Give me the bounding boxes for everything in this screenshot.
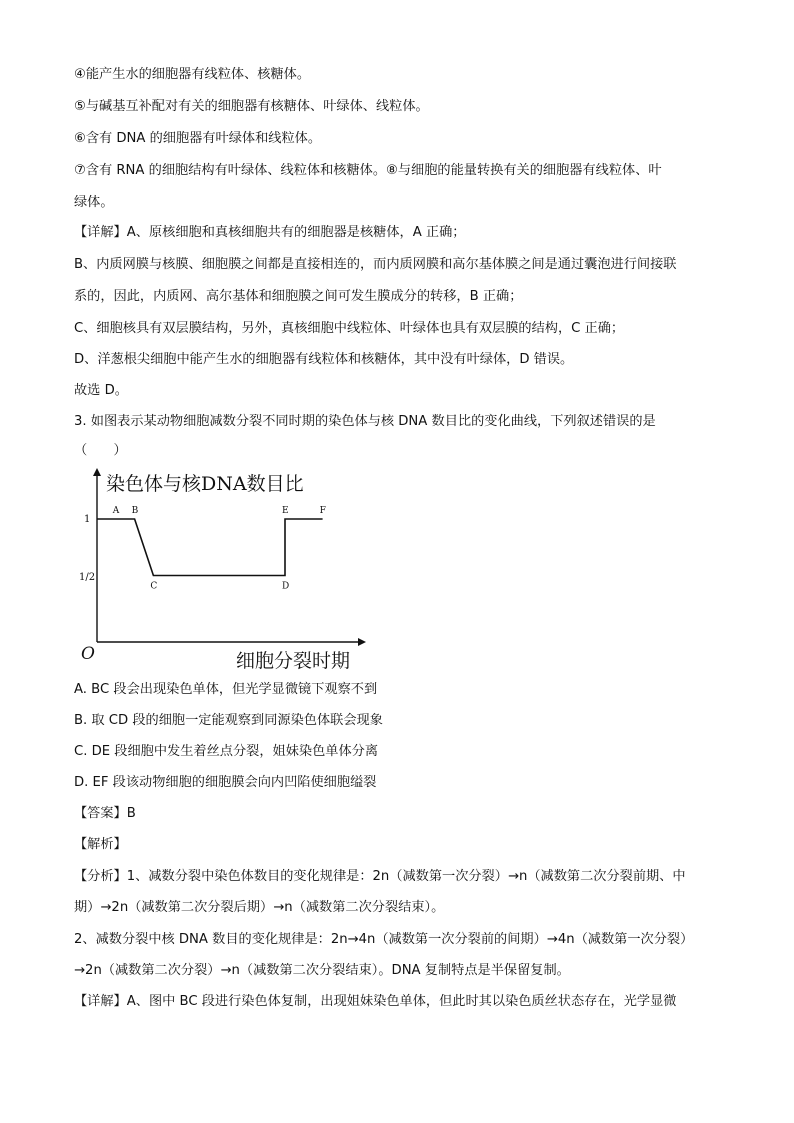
point-label-d: D [282, 581, 290, 592]
question-stem: 3. 如图表示某动物细胞减数分裂不同时期的染色体与核 DNA 数目比的变化曲线，下列叙述错误的是 [74, 414, 656, 429]
point-label-e: E [282, 506, 289, 516]
text-line: ⑥含有 DNA 的细胞器有叶绿体和线粒体。 [74, 131, 322, 146]
text-line: 【详解】A、图中 BC 段进行染色体复制，出现姐妹染色单体，但此时其以染色质丝状态存在，光学显微 [74, 994, 677, 1009]
series-line [97, 519, 323, 576]
text-line: D、洋葱根尖细胞中能产生水的细胞器有线粒体和核糖体，其中没有叶绿体，D 错误。 [74, 352, 574, 367]
point-label-a: A [112, 506, 120, 516]
text-line: 期）→2n（减数第二次分裂后期）→n（减数第二次分裂结束）。 [74, 900, 445, 915]
chart-svg [74, 464, 374, 676]
point-label-b: B [131, 506, 139, 516]
text-line: B、内质网膜与核膜、细胞膜之间都是直接相连的，而内质网膜和高尔基体膜之间是通过囊泡进行间接联 [74, 257, 677, 272]
text-line: 系的，因此，内质网、高尔基体和细胞膜之间可发生膜成分的转移，B 正确； [74, 289, 523, 304]
chromosome-dna-ratio-chart [74, 464, 374, 680]
x-axis-label: 细胞分裂时期 [236, 650, 351, 672]
option-c: C. DE 段细胞中发生着丝点分裂，姐妹染色单体分离 [74, 744, 379, 759]
text-line: C、细胞核具有双层膜结构，另外，真核细胞中线粒体、叶绿体也具有双层膜的结构，C 正确； [74, 321, 625, 336]
text-line: 2、减数分裂中核 DNA 数目的变化规律是：2n→4n（减数第一次分裂前的间期）→4n（减数第一次分裂） [74, 932, 694, 947]
analysis-heading: 【解析】 [74, 837, 127, 852]
origin-label: O [81, 644, 95, 664]
y-tick-label: 1/2 [79, 572, 96, 583]
answer-line: 【答案】B [74, 806, 136, 821]
option-d: D. EF 段该动物细胞的细胞膜会向内凹陷使细胞缢裂 [74, 775, 377, 790]
text-line: 绿体。 [74, 195, 114, 210]
y-tick-label: 1 [84, 514, 91, 525]
text-line: ⑦含有 RNA 的细胞结构有叶绿体、线粒体和核糖体。⑧与细胞的能量转换有关的细胞器有线粒体、叶 [74, 163, 662, 178]
option-b: B. 取 CD 段的细胞一定能观察到同源染色体联会现象 [74, 713, 383, 728]
point-label-f: F [319, 506, 326, 516]
text-line: 【分析】1、减数分裂中染色体数目的变化规律是：2n（减数第一次分裂）→n（减数第二次分裂前期、中 [74, 869, 686, 884]
point-label-c: C [150, 581, 158, 592]
text-line: →2n（减数第二次分裂）→n（减数第二次分裂结束）。DNA 复制特点是半保留复制。 [74, 963, 570, 978]
text-line: ⑤与碱基互补配对有关的细胞器有核糖体、叶绿体、线粒体。 [74, 99, 429, 114]
y-axis-label: 染色体与核DNA数目比 [106, 473, 304, 495]
question-bracket: （ ） [74, 443, 127, 458]
text-line: 【详解】A、原核细胞和真核细胞共有的细胞器是核糖体，A 正确； [74, 225, 466, 240]
option-a: A. BC 段会出现染色单体，但光学显微镜下观察不到 [74, 682, 378, 697]
text-line: ④能产生水的细胞器有线粒体、核糖体。 [74, 67, 311, 82]
text-line: 故选 D。 [74, 383, 128, 398]
